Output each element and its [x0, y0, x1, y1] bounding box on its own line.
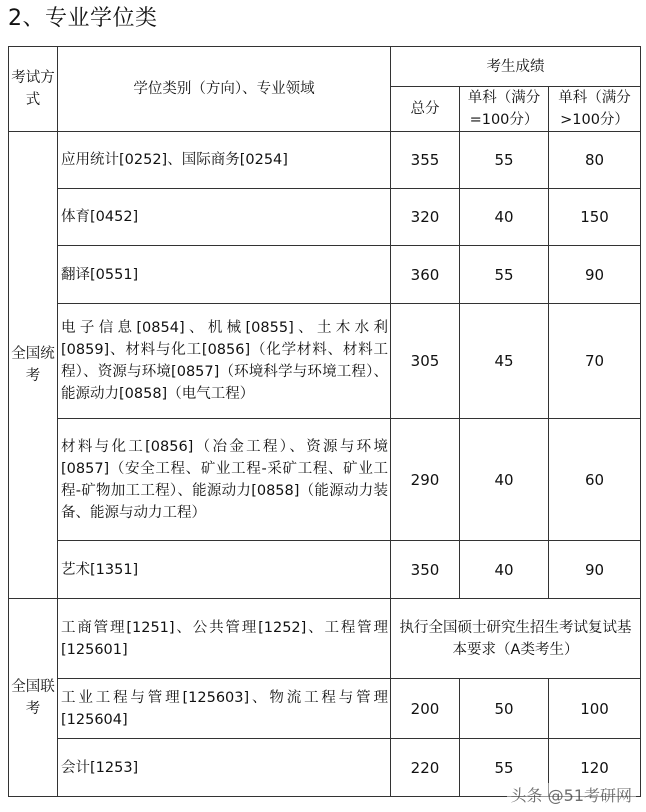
header-total: 总分 [391, 87, 460, 132]
row-single-100: 40 [460, 419, 549, 541]
row-total: 320 [391, 189, 460, 246]
row-total: 305 [391, 304, 460, 419]
row-single-100: 55 [460, 739, 549, 797]
row-total: 360 [391, 246, 460, 304]
row-category: 材料与化工[0856]（冶金工程）、资源与环境[0857]（安全工程、矿业工程-采矿工程、矿业工程-矿物加工工程）、能源动力[0858]（能源动力装备、能源与动力工程） [58, 419, 391, 541]
table-row [9, 132, 641, 189]
row-category: 工业工程与管理[125603]、物流工程与管理[125604] [58, 679, 391, 739]
row-category: 艺术[1351] [58, 541, 391, 599]
watermark: 头条 @51考研网 [507, 783, 636, 806]
header-method: 考试方式 [9, 47, 58, 132]
row-single-gt100: 120 [549, 739, 641, 797]
group-method-joint: 全国联考 [9, 599, 58, 797]
header-scores: 考生成绩 [391, 47, 641, 87]
row-total: 355 [391, 132, 460, 189]
row-single-gt100: 70 [549, 304, 641, 419]
header-category: 学位类别（方向）、专业领域 [58, 47, 391, 132]
table-row [9, 419, 641, 541]
table-row [9, 246, 641, 304]
table-row [9, 541, 641, 599]
group-method-unified: 全国统考 [9, 132, 58, 599]
header-single-gt100: 单科（满分>100分） [549, 87, 641, 132]
row-single-gt100: 90 [549, 246, 641, 304]
score-table [8, 46, 641, 797]
row-total: 200 [391, 679, 460, 739]
table-row [9, 679, 641, 739]
row-single-100: 40 [460, 541, 549, 599]
row-single-gt100: 80 [549, 132, 641, 189]
row-single-100: 55 [460, 132, 549, 189]
table-row [9, 304, 641, 419]
row-category: 体育[0452] [58, 189, 391, 246]
row-single-100: 45 [460, 304, 549, 419]
row-single-gt100: 150 [549, 189, 641, 246]
header-row-1 [9, 47, 641, 87]
row-single-100: 40 [460, 189, 549, 246]
row-category: 工商管理[1251]、公共管理[1252]、工程管理[125601] [58, 599, 391, 679]
row-single-100: 55 [460, 246, 549, 304]
row-category: 翻译[0551] [58, 246, 391, 304]
row-single-gt100: 60 [549, 419, 641, 541]
row-single-100: 50 [460, 679, 549, 739]
row-total: 350 [391, 541, 460, 599]
row-single-gt100: 90 [549, 541, 641, 599]
row-category: 应用统计[0252]、国际商务[0254] [58, 132, 391, 189]
row-total: 220 [391, 739, 460, 797]
row-single-gt100: 100 [549, 679, 641, 739]
row-category: 会计[1253] [58, 739, 391, 797]
merged-note: 执行全国硕士研究生招生考试复试基本要求（A类考生） [391, 599, 641, 679]
header-single-100: 单科（满分=100分） [460, 87, 549, 132]
row-category: 电子信息[0854]、机械[0855]、土木水利[0859]、材料与化工[0856]（化学材料、材料工程）、资源与环境[0857]（环境科学与环境工程）、能源动力[0858]（电气工程） [58, 304, 391, 419]
section-title: 2、专业学位类 [8, 6, 158, 31]
row-total: 290 [391, 419, 460, 541]
table-row [9, 189, 641, 246]
table-row [9, 599, 641, 679]
